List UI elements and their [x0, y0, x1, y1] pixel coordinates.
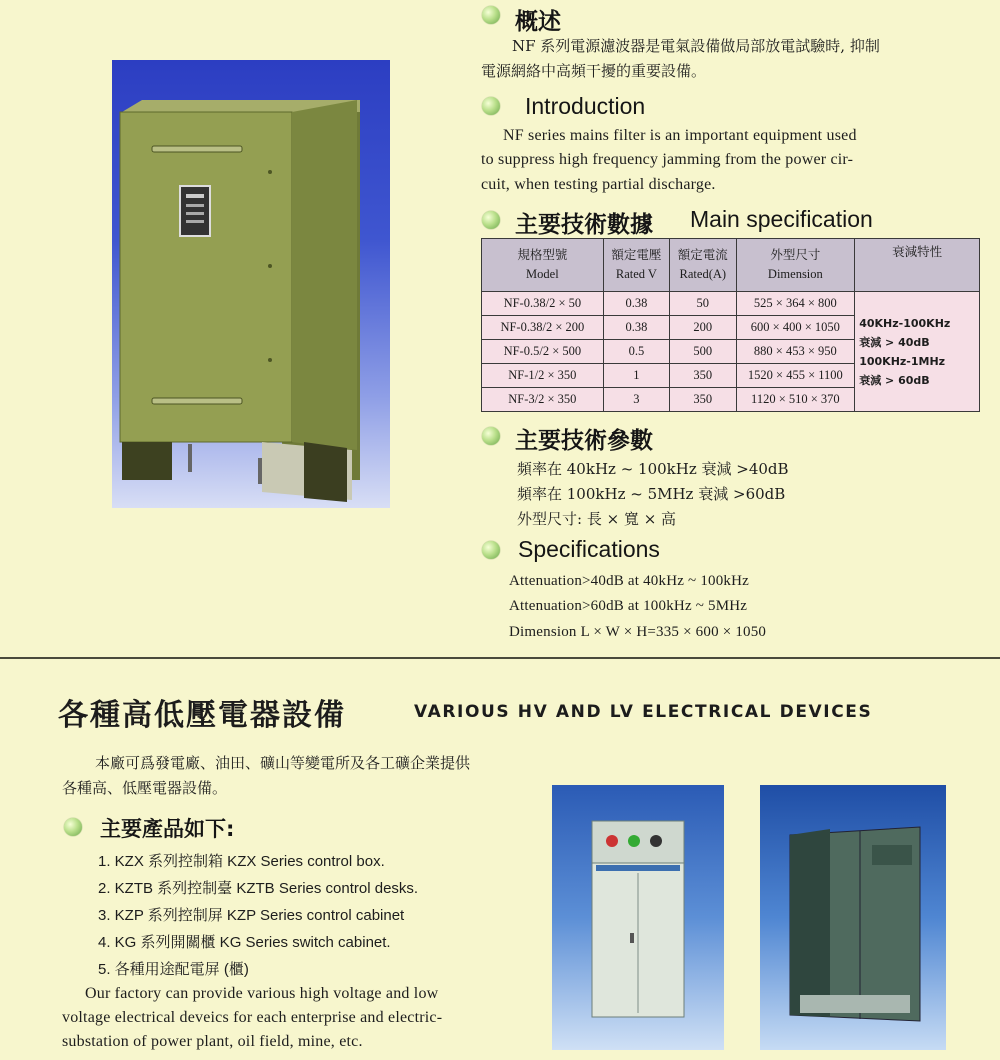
cell-dimension: 525 × 364 × 800 — [736, 292, 855, 316]
specifications-title: Specifications — [518, 536, 660, 562]
cell-rated-a: 200 — [670, 316, 736, 340]
params-cn-line3: 外型尺寸: 長 × 寬 × 高 — [517, 510, 677, 528]
products-title: 主要產品如下: — [100, 817, 235, 841]
list-item: 4. KG 系列開關櫃 KG Series switch cabinet. — [98, 934, 391, 951]
main-spec-title-en: Main specification — [690, 206, 873, 232]
control-cabinet-photo — [552, 785, 724, 1050]
table-header-row — [482, 239, 980, 292]
introduction-line2: to suppress high frequency jamming from the power cir- — [481, 151, 854, 168]
cell-dimension: 1520 × 455 × 1100 — [736, 364, 855, 388]
specifications-line3: Dimension L × W × H=335 × 600 × 1050 — [509, 624, 767, 640]
bullet-icon — [482, 211, 500, 229]
cell-model: NF-3/2 × 350 — [482, 388, 604, 412]
overview-text-line1: NF 系列電源濾波器是電氣設備做局部放電試驗時, 抑制 — [512, 37, 880, 55]
devices-en-line1: Our factory can provide various high voltage and low — [85, 985, 439, 1002]
devices-intro-line1: 本廠可爲發電廠、油田、礦山等變電所及各工礦企業提供 — [95, 754, 471, 772]
overview-title: 概述 — [515, 9, 561, 35]
cell-rated-a: 50 — [670, 292, 736, 316]
overview-text-line2: 電源網絡中高頻干擾的重要設備。 — [481, 62, 707, 80]
section-divider — [0, 657, 1000, 659]
cell-rated-v: 0.38 — [603, 292, 669, 316]
params-cn-title: 主要技術參數 — [515, 428, 653, 454]
introduction-line1: NF series mains filter is an important equipment used — [503, 127, 857, 144]
cell-model: NF-0.5/2 × 500 — [482, 340, 604, 364]
introduction-title: Introduction — [525, 93, 646, 119]
table-row — [482, 292, 980, 316]
cell-dimension: 600 × 400 × 1050 — [736, 316, 855, 340]
list-item: 3. KZP 系列控制屏 KZP Series control cabinet — [98, 907, 405, 924]
header-rated-v: 額定電壓 Rated V — [603, 239, 669, 292]
main-spec-table — [481, 238, 980, 412]
cell-model: NF-0.38/2 × 200 — [482, 316, 604, 340]
products-list — [98, 850, 418, 985]
cell-rated-v: 0.5 — [603, 340, 669, 364]
bullet-icon — [64, 818, 82, 836]
devices-en-line3: substation of power plant, oil field, mine, etc. — [62, 1033, 363, 1050]
main-spec-title-cn: 主要技術數據 — [515, 212, 653, 238]
header-model: 規格型號 Model — [482, 239, 604, 292]
cell-rated-a: 350 — [670, 364, 736, 388]
introduction-line3: cuit, when testing partial discharge. — [481, 176, 716, 193]
cell-attenuation: 40KHz-100KHz 衰減 > 40dB 100KHz-1MHz 衰減 > 60dB — [855, 292, 980, 412]
bullet-icon — [482, 97, 500, 115]
nf-filter-cabinet-photo — [112, 60, 392, 520]
bullet-icon — [482, 6, 500, 24]
cell-rated-v: 3 — [603, 388, 669, 412]
cell-rated-v: 0.38 — [603, 316, 669, 340]
list-item: 2. KZTB 系列控制臺 KZTB Series control desks. — [98, 880, 419, 897]
switch-cabinet-photo — [760, 785, 946, 1050]
cell-model: NF-1/2 × 350 — [482, 364, 604, 388]
cell-dimension: 880 × 453 × 950 — [736, 340, 855, 364]
devices-en-line2: voltage electrical deveics for each enterprise and electric- — [62, 1009, 443, 1026]
devices-intro-line2: 各種高、低壓電器設備。 — [62, 779, 228, 797]
cell-rated-v: 1 — [603, 364, 669, 388]
header-dimension: 外型尺寸 Dimension — [736, 239, 855, 292]
list-item: 5. 各種用途配電屏 (櫃) — [98, 961, 249, 978]
bullet-icon — [482, 541, 500, 559]
cell-dimension: 1120 × 510 × 370 — [736, 388, 855, 412]
devices-title-cn: 各種高低壓電器設備 — [58, 698, 346, 733]
header-rated-a: 額定電流 Rated(A) — [670, 239, 736, 292]
specifications-line2: Attenuation>60dB at 100kHz ~ 5MHz — [509, 598, 748, 614]
specifications-line1: Attenuation>40dB at 40kHz ~ 100kHz — [509, 573, 750, 589]
params-cn-line2: 頻率在 100kHz ~ 5MHz 衰減 >60dB — [517, 485, 786, 503]
cell-rated-a: 500 — [670, 340, 736, 364]
bullet-icon — [482, 427, 500, 445]
cell-rated-a: 350 — [670, 388, 736, 412]
params-cn-line1: 頻率在 40kHz ~ 100kHz 衰減 >40dB — [517, 460, 789, 478]
list-item: 1. KZX 系列控制箱 KZX Series control box. — [98, 853, 385, 870]
cell-model: NF-0.38/2 × 50 — [482, 292, 604, 316]
header-attenuation: 衰減特性 — [855, 239, 980, 292]
devices-title-en: VARIOUS HV AND LV ELECTRICAL DEVICES — [414, 702, 873, 722]
